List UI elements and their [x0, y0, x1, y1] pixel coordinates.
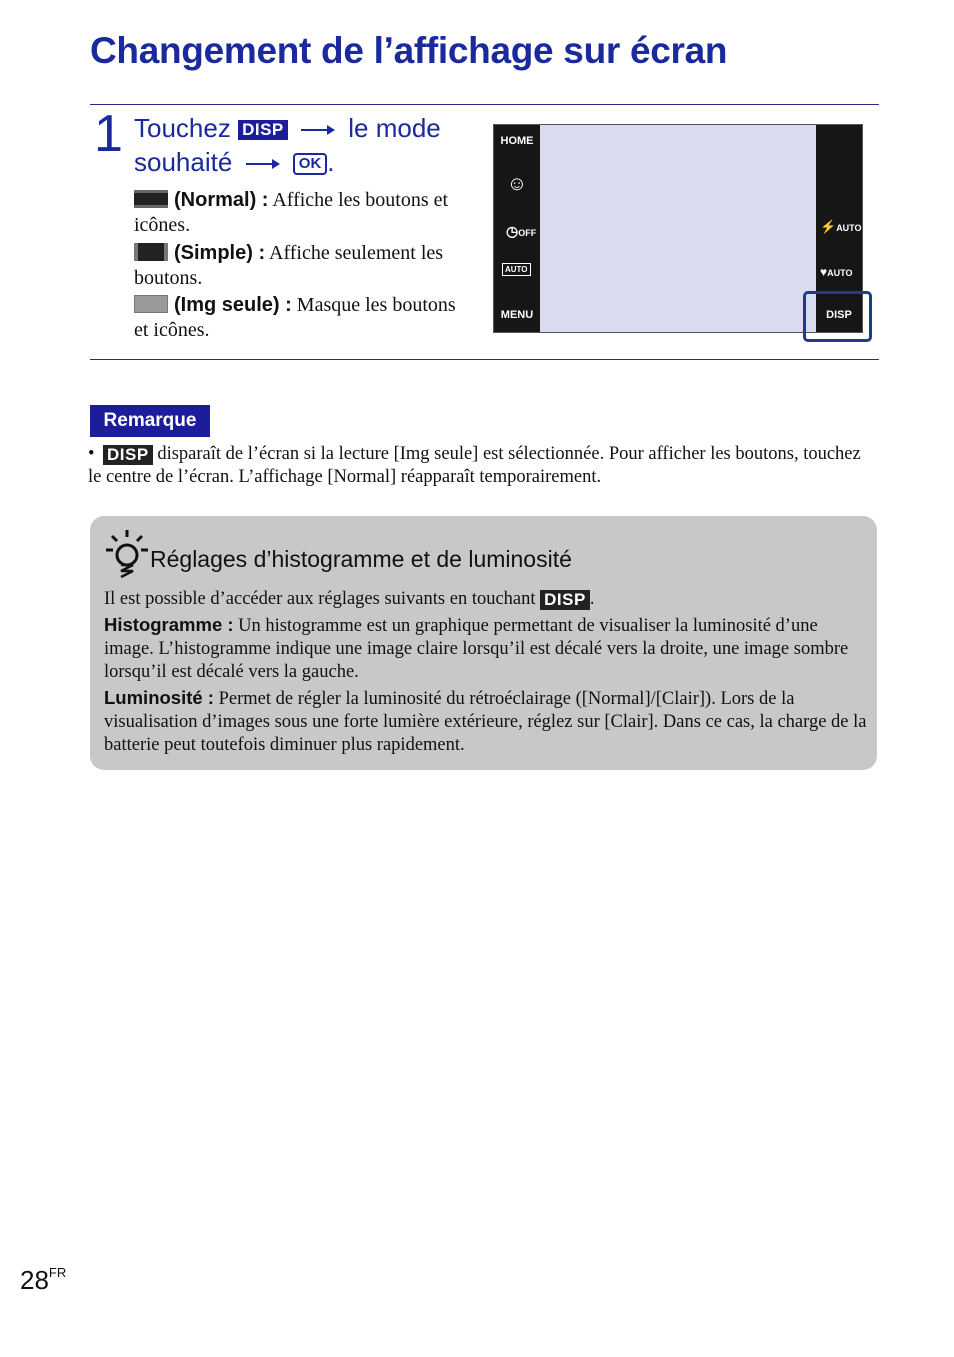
step-souhaite: souhaité [134, 147, 233, 177]
remarque-heading: Remarque [90, 405, 210, 437]
tip-intro: Il est possible d’accéder aux réglages suivants en touchant DISP . [104, 589, 595, 609]
smile-shutter-auto-icon: ♥AUTO [820, 265, 853, 279]
lightbulb-icon [104, 528, 150, 582]
mode-simple [134, 241, 474, 291]
step-period: . [327, 147, 335, 177]
simple-mode-icon [134, 243, 168, 261]
mode-normal-label: (Normal) : [174, 189, 269, 211]
mode-img-label: (Img seule) : [174, 294, 292, 316]
image-only-mode-icon [134, 295, 168, 313]
menu-button: MENU [500, 309, 534, 321]
disp-icon: DISP [540, 590, 590, 610]
tip-histogram [104, 613, 869, 684]
step-number: 1 [94, 105, 123, 163]
smile-icon: ☺ [506, 173, 528, 195]
tip-title: Réglages d’histogramme et de luminosité [150, 546, 572, 572]
mode-img-seule [134, 293, 474, 343]
screen-left-panel [494, 125, 540, 332]
step-touchez: Touchez [134, 113, 231, 143]
home-button: HOME [500, 135, 534, 147]
remarque-text: disparaît de l’écran si la lecture [Img seule] est sélectionnée. Pour afficher les boutons, touchez le centre de l’écran. L’affichage [Normal] réapparaît temporairement. [88, 444, 861, 487]
mode-normal [134, 188, 474, 238]
mode-simple-text: Affiche seulement les boutons. [134, 242, 444, 289]
flash-auto-icon: ⚡AUTO [820, 219, 862, 234]
mode-simple-label: (Simple) : [174, 242, 266, 264]
step-line-1 [134, 111, 441, 145]
tip-luminosity [104, 686, 869, 757]
scene-auto-icon: AUTO [502, 263, 531, 276]
bottom-rule [90, 359, 879, 360]
luminosity-label: Luminosité : [104, 687, 214, 708]
luminosity-text: Permet de régler la luminosité du rétroéclairage ([Normal]/[Clair]). Lors de la visualisation d’images sous une forte lumière extérieure, réglez sur [Clair]. Dans ce cas, la charge de la batterie peut toutefois diminuer plus rapidement. [104, 689, 867, 755]
arrow-right-icon [301, 124, 335, 136]
remarque-note [88, 443, 868, 489]
histogram-label: Histogramme : [104, 614, 234, 635]
disp-icon: DISP [238, 120, 288, 140]
page-title: Changement de l’affichage sur écran [90, 30, 728, 71]
arrow-right-icon [246, 158, 280, 170]
page-number: $28^{FR}$ [20, 1265, 67, 1295]
mode-img-text: Masque les boutons et icônes. [134, 294, 456, 341]
disp-icon: DISP [103, 445, 153, 465]
tip-body [104, 588, 869, 759]
ok-icon: OK [293, 153, 328, 175]
histogram-text: Un histogramme est un graphique permettant de visualiser la luminosité d’une image. L’histogramme indique une image claire lorsqu’il est décalé vers la droite, une image sombre lorsqu’il est décalé vers la gauche. [104, 616, 849, 682]
page-lang: FR [48, 1265, 67, 1280]
top-rule [90, 104, 879, 105]
bullet: • [88, 444, 95, 464]
disp-screen-button: DISP [826, 309, 852, 321]
disp-highlight-frame [803, 291, 872, 342]
self-timer-off-icon: ◷OFF [506, 223, 537, 239]
step-line-2 [134, 145, 335, 179]
normal-mode-icon [134, 190, 168, 208]
mode-normal-text: Affiche les boutons et icônes. [134, 189, 449, 236]
step-le-mode: le mode [348, 113, 441, 143]
